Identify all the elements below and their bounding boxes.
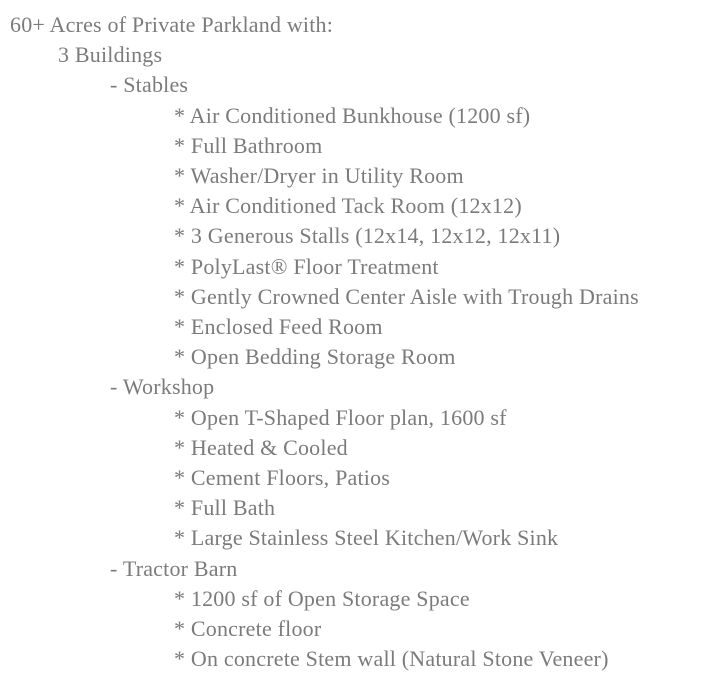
- outline-item: * Open Bedding Storage Room: [174, 344, 456, 370]
- outline-item: * Concrete floor: [174, 616, 322, 642]
- outline-item: * Enclosed Feed Room: [174, 314, 383, 340]
- outline-item: - Workshop: [110, 374, 215, 400]
- outline-item: * Washer/Dryer in Utility Room: [174, 163, 464, 189]
- outline-item: - Stables: [110, 72, 189, 98]
- outline-item: * Air Conditioned Bunkhouse (1200 sf): [174, 102, 531, 128]
- outline-item: * Full Bath: [174, 495, 276, 521]
- outline-item: * Full Bathroom: [174, 132, 323, 158]
- outline-item: * 3 Generous Stalls (12x14, 12x12, 12x11): [174, 223, 561, 249]
- outline-item: - Tractor Barn: [110, 555, 238, 581]
- outline-item: * Air Conditioned Tack Room (12x12): [174, 193, 522, 219]
- outline-item: * Gently Crowned Center Aisle with Trough Drains: [174, 283, 639, 309]
- outline-item: * 1200 sf of Open Storage Space: [174, 585, 470, 611]
- outline-heading: 60+ Acres of Private Parkland with:: [10, 12, 334, 37]
- outline-item: * Heated & Cooled: [174, 434, 348, 460]
- outline-item: * Cement Floors, Patios: [174, 465, 391, 491]
- outline-item: 3 Buildings: [58, 42, 163, 68]
- outline-item: * Open T-Shaped Floor plan, 1600 sf: [174, 404, 507, 430]
- outline-item: * PolyLast® Floor Treatment: [174, 253, 439, 279]
- outline-item: * On concrete Stem wall (Natural Stone Veneer): [174, 646, 609, 672]
- outline-item: * Large Stainless Steel Kitchen/Work Sink: [174, 525, 559, 551]
